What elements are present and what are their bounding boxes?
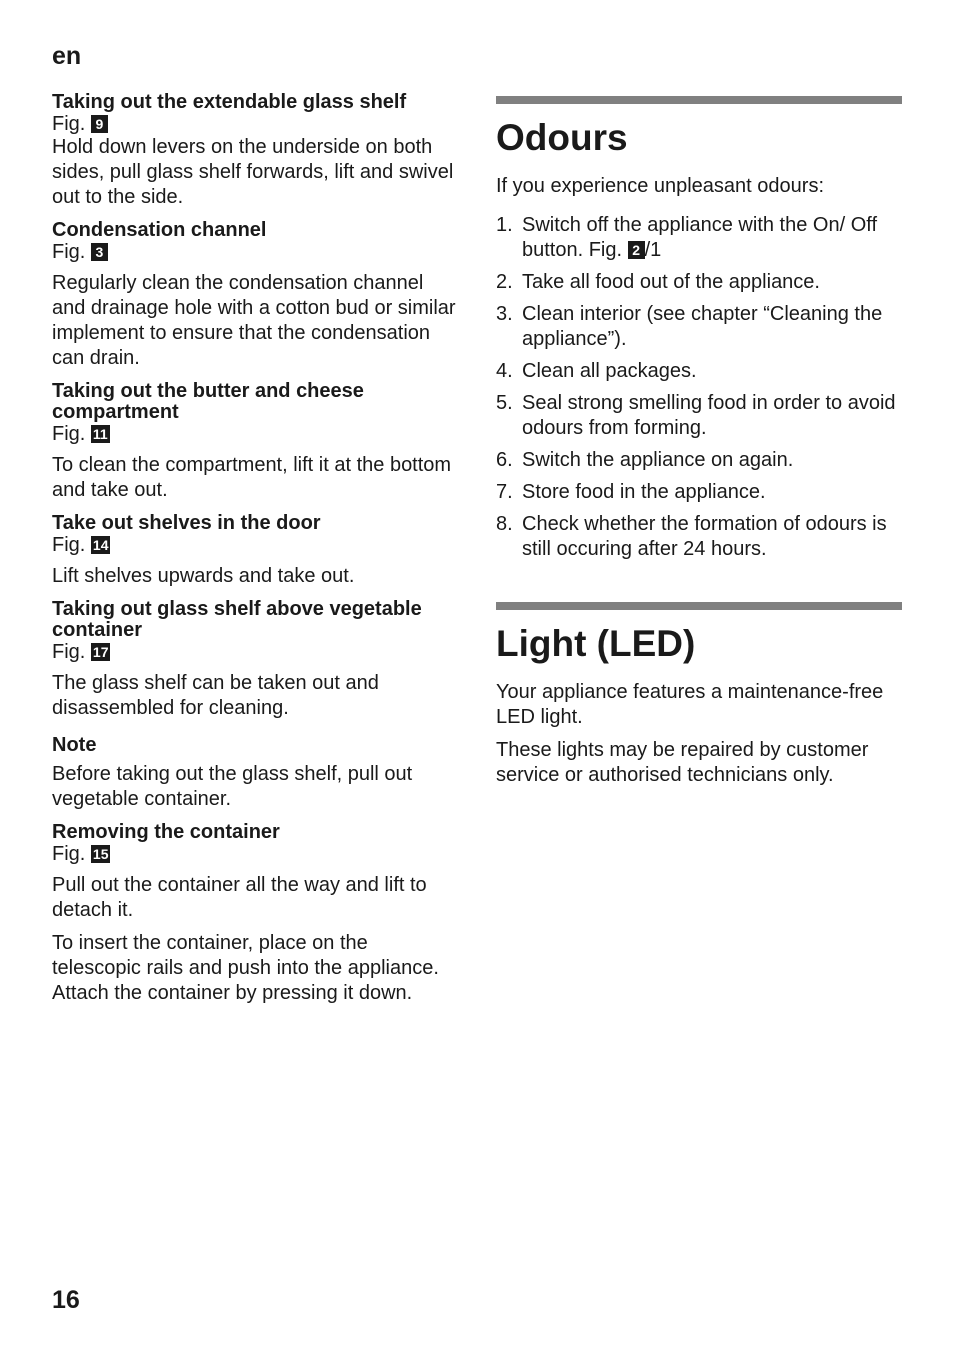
figure-number-badge: 3: [91, 243, 108, 261]
section-title: Taking out the extendable glass shelf: [52, 91, 407, 113]
step-number: 2.: [496, 271, 513, 293]
list-item: [496, 302, 902, 352]
step-number: 6.: [496, 449, 513, 471]
section-door-shelves: [52, 513, 456, 589]
page-number: 16: [52, 1286, 80, 1314]
figure-reference: [52, 641, 456, 663]
list-item: [496, 270, 902, 295]
step-text: Check whether the formation of odours is still occuring after 24 hours.: [522, 513, 887, 560]
note-title: Note: [52, 734, 97, 756]
list-item: [496, 391, 902, 441]
odours-intro: If you experience unpleasant odours:: [496, 175, 824, 197]
section-text: The glass shelf can be taken out and disassembled for cleaning.: [52, 672, 379, 719]
section-glass-shelf-vegetable: [52, 599, 456, 721]
figure-number-badge: 9: [91, 115, 108, 133]
section-text: Regularly clean the condensation channel and drainage hole with a cotton bud or similar implement to ensure that the condensation can drain.: [52, 272, 456, 369]
figure-number-badge: 11: [92, 426, 108, 442]
figure-number-badge: 14: [92, 537, 109, 553]
section-text: To insert the container, place on the telescopic rails and push into the appliance. Attach the container by pressing it down.: [52, 932, 439, 1004]
figure-reference: [52, 843, 456, 865]
right-column: [496, 96, 902, 788]
fig-label: Fig.: [52, 241, 86, 263]
left-column: [52, 92, 456, 1016]
section-title: Taking out glass shelf above vegetable container: [52, 598, 422, 641]
step-number: 3.: [496, 303, 513, 325]
fig-label: Fig.: [52, 423, 86, 445]
step-text: Clean all packages.: [522, 360, 697, 382]
section-removing-container: [52, 822, 456, 1006]
figure-reference: [52, 534, 456, 556]
language-code: en: [52, 42, 82, 70]
section-text: To clean the compartment, lift it at the bottom and take out.: [52, 454, 452, 501]
section-title: Taking out the butter and cheese compartment: [52, 380, 364, 423]
step-text: Clean interior (see chapter “Cleaning the appliance”).: [522, 303, 883, 350]
light-block: [496, 602, 902, 788]
list-item: [496, 448, 902, 473]
section-rule: [496, 96, 902, 104]
odours-steps: [496, 213, 902, 562]
odours-block: [496, 96, 902, 562]
step-number: 7.: [496, 481, 513, 503]
figure-reference: [52, 241, 456, 263]
section-butter-cheese-compartment: [52, 381, 456, 503]
section-text: Pull out the container all the way and lift to detach it.: [52, 874, 427, 921]
section-condensation-channel: [52, 220, 456, 371]
list-item: [496, 359, 902, 384]
figure-number-badge: 15: [92, 846, 109, 862]
light-text-2: These lights may be repaired by customer service or authorised technicians only.: [496, 739, 869, 786]
section-note: [52, 735, 456, 812]
step-text: Switch the appliance on again.: [522, 449, 794, 471]
fig-label: Fig.: [52, 641, 86, 663]
section-title: Removing the container: [52, 821, 280, 843]
odours-title: Odours: [496, 117, 628, 158]
section-extendable-glass-shelf: [52, 92, 456, 210]
fig-label: Fig.: [52, 113, 86, 135]
section-text: Lift shelves upwards and take out.: [52, 565, 355, 587]
note-text: Before taking out the glass shelf, pull out vegetable container.: [52, 763, 413, 810]
section-title: Take out shelves in the door: [52, 512, 321, 534]
step-text: Store food in the appliance.: [522, 481, 766, 503]
step-text-suffix: /1: [644, 239, 662, 261]
section-title: Condensation channel: [52, 219, 267, 241]
step-number: 4.: [496, 360, 513, 382]
figure-reference: [52, 113, 456, 135]
section-rule: [496, 602, 902, 610]
step-number: 1.: [496, 214, 513, 236]
section-text: Hold down levers on the underside on both sides, pull glass shelf forwards, lift and swivel out to the side.: [52, 136, 454, 208]
step-text: Seal strong smelling food in order to avoid odours from forming.: [522, 392, 896, 439]
light-text-1: Your appliance features a maintenance-free LED light.: [496, 681, 884, 728]
figure-number-badge: 17: [92, 644, 109, 660]
list-item: [496, 213, 902, 263]
step-number: 8.: [496, 513, 513, 535]
list-item: [496, 480, 902, 505]
light-title: Light (LED): [496, 623, 696, 664]
step-number: 5.: [496, 392, 513, 414]
fig-label: Fig.: [52, 843, 86, 865]
fig-label: Fig.: [52, 534, 86, 556]
step-text: Switch off the appliance with the On/ Off button. Fig.: [522, 214, 878, 261]
step-text: Take all food out of the appliance.: [522, 271, 820, 293]
figure-reference: [52, 423, 456, 445]
list-item: [496, 512, 902, 562]
figure-number-badge: 2: [628, 241, 645, 259]
